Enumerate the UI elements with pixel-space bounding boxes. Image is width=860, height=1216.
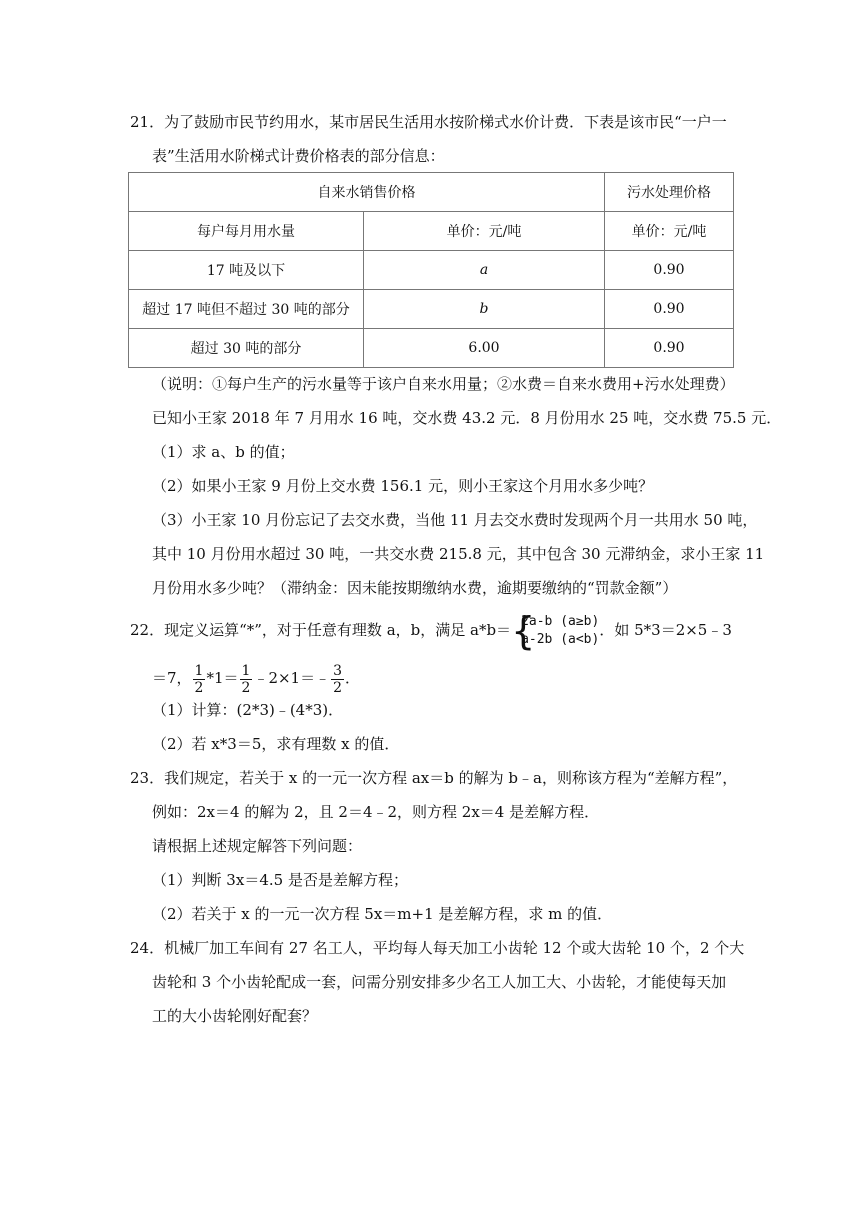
q21-part-1: （1）求 a、b 的值； (152, 443, 295, 461)
q21-part-3-c: 月份用水多少吨？（滞纳金：因未能按期缴纳水费，逾期要缴纳的“罚款金额”） (152, 579, 678, 597)
table-cell: 6.00 (364, 329, 605, 368)
q22-example-line (152, 660, 360, 696)
q22-cont-mid-1: *1＝ (206, 669, 239, 687)
table-cell: 超过 30 吨的部分 (129, 329, 364, 368)
fraction-denominator: 2 (333, 679, 343, 696)
table-row (129, 290, 734, 329)
q23-part-2: （2）若关于 x 的一元一次方程 5x＝m+1 是差解方程，求 m 的值． (152, 905, 613, 923)
q22-example: ．如 5*3＝2×5﹣3 (599, 621, 732, 639)
q23-part-1: （1）判断 3x＝4.5 是否是差解方程； (152, 871, 408, 889)
q21-part-2: （2）如果小王家 9 月份上交水费 156.1 元，则小王家这个月用水多少吨？ (152, 477, 654, 495)
table-header-row-2 (129, 212, 734, 251)
table-cell: a (364, 251, 605, 290)
table-header-row-1 (129, 173, 734, 212)
q21-given: 已知小王家 2018 年 7 月用水 16 吨，交水费 43.2 元．8 月份用水 25 吨，交水费 75.5 元． (152, 409, 782, 427)
brace-icon: { (511, 609, 536, 653)
q22-cont-mid-2: ﹣2×1＝﹣ (253, 669, 331, 687)
table-header-sewage-price: 污水处理价格 (605, 173, 734, 212)
q22-part-1: （1）计算：(2*3)﹣(4*3)． (152, 701, 344, 719)
table-row (129, 251, 734, 290)
table-cell: 17 吨及以下 (129, 251, 364, 290)
q23-line-2: 例如：2x＝4 的解为 2，且 2＝4﹣2，则方程 2x＝4 是差解方程． (152, 803, 600, 821)
table-cell: 超过 17 吨但不超过 30 吨的部分 (129, 290, 364, 329)
q24-line-3: 工的大小齿轮刚好配套？ (152, 1007, 318, 1025)
q22-intro-line (130, 609, 732, 653)
fraction-numerator: 1 (194, 662, 204, 679)
fraction-three-halves (331, 664, 344, 695)
table-cell: 0.90 (605, 329, 734, 368)
q22-cont-pre: ＝7， (152, 669, 192, 687)
fraction-denominator: 2 (241, 679, 251, 696)
q21-part-3-a: （3）小王家 10 月份忘记了去交水费，当他 11 月去交水费时发现两个月一共用水 50 吨， (152, 511, 758, 529)
fraction-one-half (193, 664, 206, 695)
q21-line-2: 表”生活用水阶梯式计费价格表的部分信息： (152, 147, 445, 165)
q24-line-2: 齿轮和 3 个小齿轮配成一套，问需分别安排多少名工人加工大、小齿轮，才能使每天加 (152, 973, 727, 991)
table-row (129, 329, 734, 368)
piecewise-case-2: a-2b (a<b) (521, 632, 600, 647)
fraction-denominator: 2 (194, 679, 204, 696)
piecewise-definition (511, 609, 600, 653)
fraction-numerator: 3 (333, 662, 343, 679)
q22-part-2: （2）若 x*3＝5，求有理数 x 的值． (152, 735, 400, 753)
table-cell: 0.90 (605, 251, 734, 290)
water-price-table (128, 172, 734, 368)
q21-part-3-b: 其中 10 月份用水超过 30 吨，一共交水费 215.8 元，其中包含 30 元滞纳金，求小王家 11 (152, 545, 765, 563)
table-cell: b (364, 290, 605, 329)
q23-line-1: 23．我们规定，若关于 x 的一元一次方程 ax＝b 的解为 b﹣a，则称该方程为“差解方程”， (130, 769, 738, 787)
piecewise-case-1: 2a-b (a≥b) (521, 614, 600, 629)
table-cell: 0.90 (605, 290, 734, 329)
q24-line-1: 24．机械厂加工车间有 27 名工人，平均每人每天加工小齿轮 12 个或大齿轮 10 个，2 个大 (130, 939, 745, 957)
q22-intro: 22．现定义运算“*”，对于任意有理数 a，b，满足 a*b＝ (130, 621, 512, 639)
table-header-unit-price-sewage: 单价：元/吨 (605, 212, 734, 251)
table-header-water-price: 自来水销售价格 (129, 173, 605, 212)
table-header-usage: 每户每月用水量 (129, 212, 364, 251)
q22-cont-end: ． (345, 669, 361, 687)
fraction-numerator: 1 (241, 662, 251, 679)
q21-line-1: 21．为了鼓励市民节约用水，某市居民生活用水按阶梯式水价计费．下表是该市民“一户一 (130, 113, 727, 131)
q21-note: （说明：①每户生产的污水量等于该户自来水用量；②水费＝自来水费用+污水处理费） (152, 375, 735, 393)
fraction-one-half (240, 664, 253, 695)
table-header-unit-price: 单价：元/吨 (364, 212, 605, 251)
q23-line-3: 请根据上述规定解答下列问题： (152, 837, 363, 855)
